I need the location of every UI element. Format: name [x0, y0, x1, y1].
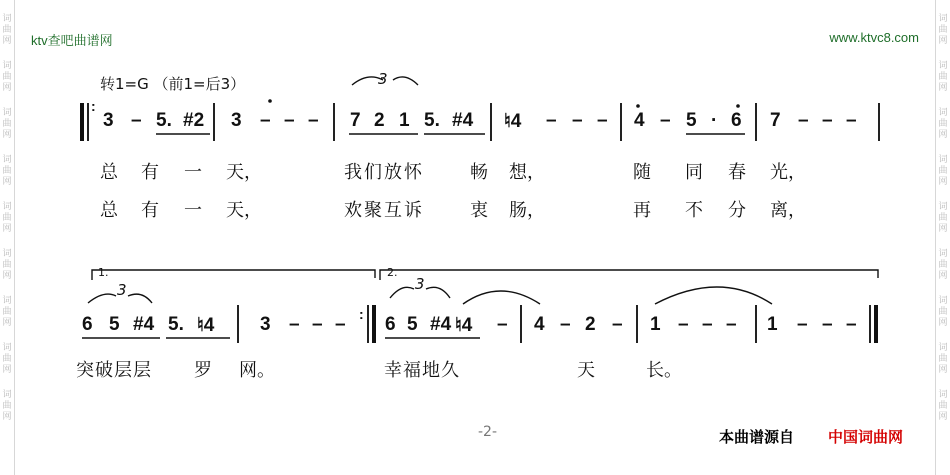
watermark-char: 词 [2, 61, 12, 71]
watermark-char: 词 [2, 343, 12, 353]
triplet-slur [352, 77, 383, 85]
source-label: 本曲谱源自 [719, 428, 795, 446]
note: 1 [767, 314, 778, 335]
watermark-char: 词 [2, 249, 12, 259]
triplet-label: 3 [415, 275, 425, 293]
watermark-char: 网 [938, 224, 948, 234]
watermark-char: 曲 [938, 354, 948, 364]
lyric: 畅 [470, 162, 488, 183]
lyric: 有 [141, 162, 159, 183]
octave-dot [636, 104, 640, 108]
site-link-right[interactable]: www.ktvc8.com [829, 30, 919, 45]
note: 5. [156, 110, 172, 131]
watermark-char: 网 [2, 271, 12, 281]
note: 2 [374, 110, 385, 131]
lyric: 网。 [239, 360, 275, 381]
note: 7 [770, 110, 781, 131]
watermark-char: 曲 [938, 213, 948, 223]
watermark-char: 曲 [938, 307, 948, 317]
watermark-char: 曲 [2, 166, 12, 176]
triplet-label: 3 [378, 70, 388, 88]
lyric: 有 [141, 200, 159, 221]
octave-dot [268, 99, 272, 103]
key-change: 转1=G （前1=后3） [100, 75, 246, 93]
watermark-char: 网 [938, 318, 948, 328]
note: 3 [103, 110, 114, 131]
lyric: 想， [509, 162, 545, 183]
dash: – [822, 110, 833, 131]
dash: – [131, 110, 142, 131]
note: 1 [650, 314, 661, 335]
note: 3 [231, 110, 242, 131]
watermark-char: 词 [938, 108, 948, 118]
note: 4 [634, 110, 645, 131]
dash: – [546, 110, 557, 131]
dash: – [678, 314, 689, 335]
watermark-char: 曲 [938, 260, 948, 270]
lyric: 分 [728, 200, 746, 221]
page-number: -2- [478, 424, 498, 440]
dash: – [846, 110, 857, 131]
note: 6 [385, 314, 396, 335]
dash: – [497, 314, 508, 335]
watermark-char: 曲 [2, 25, 12, 35]
note: #2 [183, 110, 205, 131]
dash: – [308, 110, 319, 131]
triplet-slur [128, 294, 152, 303]
lyric: 光， [770, 162, 806, 183]
watermark-char: 网 [938, 412, 948, 422]
watermark-char: 网 [938, 177, 948, 187]
lyric: 同 [685, 162, 703, 183]
lyric: 衷 [470, 200, 488, 221]
watermark-char: 网 [938, 130, 948, 140]
dash: – [289, 314, 300, 335]
triplet-slur [393, 77, 418, 85]
repeat-end-dots: : [359, 306, 364, 322]
octave-dot [736, 104, 740, 108]
lyric: 一 [184, 200, 202, 221]
watermark-char: 曲 [2, 72, 12, 82]
dash: – [798, 110, 809, 131]
watermark-char: 网 [2, 224, 12, 234]
watermark-char: 网 [938, 365, 948, 375]
lyric: 欢聚互诉 [344, 200, 424, 221]
dash: – [335, 314, 346, 335]
watermark-char: 词 [938, 14, 948, 24]
watermark-char: 词 [938, 343, 948, 353]
watermark-char: 网 [2, 83, 12, 93]
dash: – [660, 110, 671, 131]
triplet-slur [426, 287, 450, 298]
lyric: 突破层层 [76, 360, 152, 381]
lyric: 春 [728, 162, 746, 183]
note: 5 [407, 314, 418, 335]
lyric: 再 [633, 200, 651, 221]
volta-1-label: 1. [98, 266, 109, 279]
watermark-char: 词 [938, 155, 948, 165]
dash: – [612, 314, 623, 335]
note: ♮4 [197, 315, 215, 336]
watermark-char: 曲 [2, 213, 12, 223]
note: 5. [168, 314, 184, 335]
dash: – [726, 314, 737, 335]
triplet-slur [88, 294, 116, 303]
note: 5 [686, 110, 697, 131]
volta-2-label: 2. [387, 266, 398, 279]
dash: – [797, 314, 808, 335]
tie-arc [463, 291, 540, 304]
watermark-char: 曲 [938, 25, 948, 35]
note: 6 [731, 110, 742, 131]
watermark-char: 曲 [2, 307, 12, 317]
watermark-char: 词 [938, 249, 948, 259]
watermark-char: 词 [938, 390, 948, 400]
watermark-char: 网 [2, 318, 12, 328]
note: #4 [452, 110, 474, 131]
watermark-char: 曲 [2, 260, 12, 270]
lyric: 幸福地久 [384, 360, 460, 381]
watermark-char: 网 [2, 412, 12, 422]
watermark-char: 网 [938, 83, 948, 93]
note: 6 [82, 314, 93, 335]
watermark-char: 词 [2, 390, 12, 400]
source-site-link[interactable]: 中国词曲网 [828, 428, 904, 446]
triplet-slur [390, 287, 414, 298]
repeat-dots: : [91, 98, 96, 114]
lyric: 总 [100, 200, 118, 221]
note: #4 [133, 314, 155, 335]
note: 1 [399, 110, 410, 131]
note: #4 [430, 314, 452, 335]
note: 2 [585, 314, 596, 335]
note: ♮4 [504, 111, 522, 132]
watermark-char: 曲 [2, 354, 12, 364]
watermark-char: 曲 [2, 401, 12, 411]
watermark-char: 词 [2, 14, 12, 24]
dash: – [846, 314, 857, 335]
watermark-char: 曲 [938, 72, 948, 82]
watermark-char: 词 [2, 296, 12, 306]
lyric: 总 [100, 162, 118, 183]
volta-2-bracket [380, 270, 878, 280]
watermark-char: 曲 [2, 119, 12, 129]
watermark-char: 词 [2, 202, 12, 212]
lyric: 一 [184, 162, 202, 183]
watermark-char: 网 [2, 365, 12, 375]
dash: – [702, 314, 713, 335]
note: 4 [534, 314, 545, 335]
note: 3 [260, 314, 271, 335]
note: 5 [109, 314, 120, 335]
lyric: 天， [226, 200, 262, 221]
volta-1-bracket [92, 270, 375, 280]
watermark-char: 曲 [938, 119, 948, 129]
dash: – [572, 110, 583, 131]
watermark-char: 词 [938, 61, 948, 71]
site-link-left[interactable]: ktv查吧曲谱网 [31, 33, 113, 48]
lyric: 天， [226, 162, 262, 183]
dash: – [284, 110, 295, 131]
dash: – [260, 110, 271, 131]
dash: – [597, 110, 608, 131]
watermark-char: 网 [938, 36, 948, 46]
dash: – [560, 314, 571, 335]
note: 7 [350, 110, 361, 131]
watermark-char: 词 [2, 108, 12, 118]
note: 5. [424, 110, 440, 131]
lyric: 天 [577, 360, 595, 381]
watermark-char: 曲 [938, 401, 948, 411]
lyric: 罗 [194, 360, 212, 381]
triplet-label: 3 [117, 281, 127, 299]
watermark-char: 网 [2, 130, 12, 140]
note: ♮4 [455, 315, 473, 336]
watermark-char: 网 [2, 177, 12, 187]
lyric: 随 [633, 162, 651, 183]
watermark-char: 词 [938, 202, 948, 212]
dash: – [312, 314, 323, 335]
tie-arc [655, 287, 772, 304]
watermark-char: 词 [938, 296, 948, 306]
watermark-char: 网 [938, 271, 948, 281]
watermark-char: 网 [2, 36, 12, 46]
lyric: 不 [685, 200, 703, 221]
lyric: 我们放怀 [344, 162, 424, 183]
watermark-char: 曲 [938, 166, 948, 176]
watermark-char: 词 [2, 155, 12, 165]
lyric: 长。 [646, 360, 682, 381]
dash: – [822, 314, 833, 335]
lyric: 离， [770, 200, 806, 221]
lyric: 肠， [509, 200, 545, 221]
dot: · [711, 110, 718, 131]
